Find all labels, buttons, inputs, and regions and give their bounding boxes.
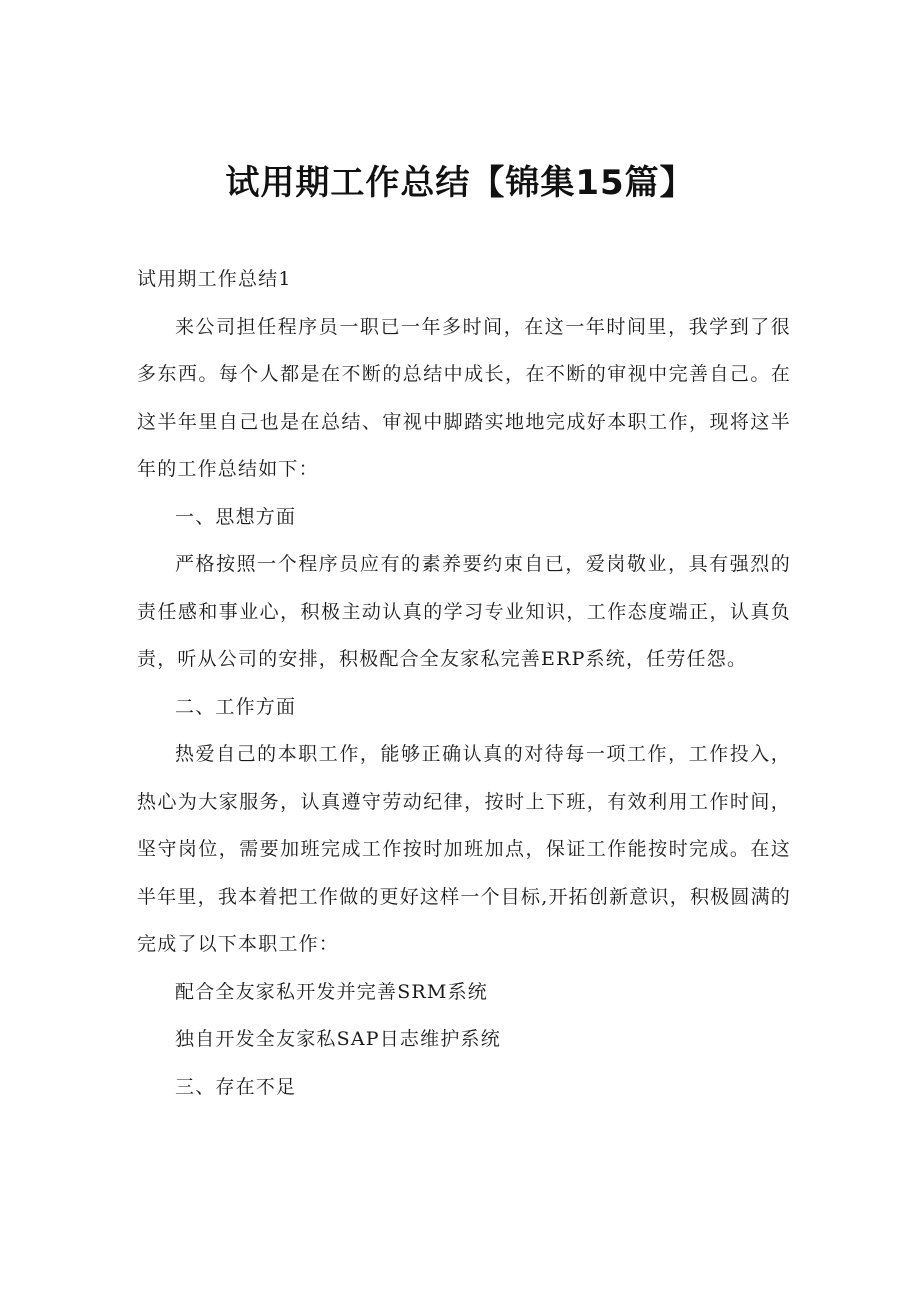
paragraph-intro: 来公司担任程序员一职已一年多时间，在这一年时间里，我学到了很多东西。每个人都是在不断的总结中成长，在不断的审视中完善自己。在这半年里自己也是在总结、审视中脚踏实地地完成好本职工作，现将这半年的工作总结如下： [137, 315, 791, 480]
section-heading: 试用期工作总结1 [137, 268, 292, 290]
subheading-shortcomings: 三、存在不足 [175, 1075, 297, 1098]
document-body [137, 256, 791, 1111]
document-title: 试用期工作总结【锦集15篇】 [225, 163, 695, 203]
list-item-sap: 独自开发全友家私SAP日志维护系统 [175, 1028, 501, 1050]
paragraph-work: 热爱自己的本职工作，能够正确认真的对待每一项工作，工作投入，热心为大家服务，认真遵守劳动纪律，按时上下班，有效利用工作时间，坚守岗位，需要加班完成工作按时加班加点，保证工作能按时完成。在这半年里，我本着把工作做的更好这样一个目标,开拓创新意识，积极圆满的完成了以下本职工作： [137, 743, 791, 955]
list-item-srm: 配合全友家私开发并完善SRM系统 [175, 980, 488, 1003]
paragraph-thought: 严格按照一个程序员应有的素养要约束自已，爱岗敬业，具有强烈的责任感和事业心，积极主动认真的学习专业知识，工作态度端正，认真负责，听从公司的安排，积极配合全友家私完善ERP系统，任劳任怨。 [137, 553, 791, 670]
subheading-work: 二、工作方面 [175, 695, 297, 718]
subheading-thought: 一、思想方面 [175, 505, 297, 528]
